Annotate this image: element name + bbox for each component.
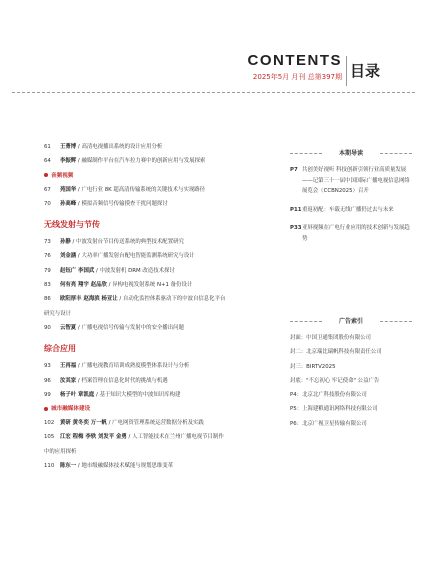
- article-title: 广电网资管理系统运营数据分析及实践: [112, 420, 204, 427]
- authors: 黄研 黄冬奕 万一帆: [60, 420, 107, 427]
- article-title: 自动化监控体系驱动下的中波自信息化平台: [122, 296, 226, 303]
- toc-entry[interactable]: 96 汝其家 / 档案管理在信息化时代的挑战与机遇: [44, 374, 280, 388]
- article-title: 中波发射台节目传送系统的典型技术配置研究: [76, 239, 184, 246]
- guide-item[interactable]: [290, 223, 412, 244]
- page-number: 102: [44, 420, 55, 427]
- page-number: 99: [44, 391, 51, 398]
- toc-entry[interactable]: 61 王菁博 / 高清电视播出系统的设计应用分析: [44, 140, 280, 154]
- article-title: 模拟音频信号传输摸查干扰问题探讨: [81, 200, 168, 207]
- toc-entry[interactable]: 105 江宏 程梅 李轶 刘发平 金勇 / 人工智能技术在兰州广播电视节目制作 中的应用探析: [44, 430, 280, 459]
- page-number: 76: [44, 253, 51, 260]
- article-title: 地市级融媒体技术赋能与规划思维变革: [81, 463, 174, 470]
- article-title: 异构电视发射系统 N+1 备份设计: [112, 282, 193, 289]
- toc-entry[interactable]: 67 苑国华 / 广电行业 8K 超高清传输系统的关键技术与实现路径: [44, 183, 280, 197]
- toc-entry[interactable]: 76 刘金涵 / 大功率广播发射台配电智能监测系统研究与设计: [44, 249, 280, 263]
- ad-item: P6：北京广视卫星传输有限公司: [290, 420, 367, 427]
- bullet-dot-icon: [44, 173, 48, 177]
- guide-page: P33: [290, 225, 302, 232]
- section-heading: 无线发射与节传: [44, 220, 100, 230]
- toc-entry[interactable]: 93 王再福 / 广播电视教育培训成熟度模型体系设计与分析: [44, 359, 280, 373]
- guide-text: 亚屏视频在广电行业应用的技术创新与发展趋势: [302, 225, 410, 242]
- section-heading: 综合应用: [44, 344, 76, 354]
- ad-index: [290, 316, 412, 431]
- article-title: 档案管理在信息化时代的挑战与机遇: [81, 377, 168, 384]
- article-title: 中波发射机 DRM 改造技术探讨: [99, 267, 175, 274]
- page-number: 96: [44, 377, 51, 384]
- page-number: 61: [44, 144, 51, 150]
- authors: 刘金涵: [60, 253, 77, 260]
- article-title: 基于知识大模型的中波知识库构建: [99, 391, 181, 398]
- page-number: 86: [44, 296, 51, 303]
- authors: 杨子叶 章凯庭: [60, 391, 95, 398]
- ad-item: 封三：BIRTV2025: [290, 363, 336, 370]
- guide-column: [290, 148, 412, 245]
- article-title: 融媒制作平台在汽车拉力赛中的创新应用与发展探索: [81, 158, 206, 165]
- header-rule: [12, 92, 415, 93]
- toc-entry[interactable]: 79 赵钰广 李国武 / 中波发射机 DRM 改造技术探讨: [44, 264, 280, 278]
- authors: 汝其家: [60, 377, 77, 384]
- authors: 何有亮 翔宇 赵品欣: [60, 282, 107, 289]
- authors: 王再福: [60, 363, 77, 370]
- page-number: 110: [44, 463, 55, 470]
- page-number: 79: [44, 267, 51, 274]
- authors: 李振辉: [60, 158, 77, 165]
- subsection-heading: 城市融媒体建设: [44, 403, 280, 416]
- guide-item[interactable]: [290, 165, 412, 197]
- ad-item: 封二：北京瑞比瑞帆科技有限责任公司: [290, 349, 382, 356]
- authors: 欧阳厚丰 赵海滨 杨亚让: [60, 296, 118, 303]
- page-number: 67: [44, 186, 51, 193]
- toc-entry[interactable]: 99 杨子叶 章凯庭 / 基于知识大模型的中波知识库构建: [44, 388, 280, 402]
- authors: 赵钰广 李国武: [60, 267, 95, 274]
- issue-info: 2025年5月 月刊 总第397期: [252, 73, 342, 81]
- page-number: 105: [44, 434, 55, 441]
- toc-entry[interactable]: 83 何有亮 翔宇 赵品欣 / 异构电视发射系统 N+1 备份设计: [44, 278, 280, 292]
- toc-entry[interactable]: 102 黄研 黄冬奕 万一帆 / 广电网资管理系统运营数据分析及实践: [44, 416, 280, 430]
- contents-cn-title: 目录: [350, 62, 381, 80]
- page-number: 70: [44, 200, 51, 207]
- header-divider: [346, 56, 347, 86]
- article-title-continued: 中的应用探析: [44, 448, 77, 455]
- ad-item: 封底："不忘初心 牢记使命" 公益广告: [290, 377, 380, 384]
- page-number: 93: [44, 363, 51, 370]
- page-number: 73: [44, 239, 51, 246]
- guide-heading: 本期导读: [290, 148, 412, 157]
- guide-page: P11: [290, 206, 302, 213]
- ads-heading: 广告索引: [290, 316, 412, 325]
- page-number: 83: [44, 282, 51, 289]
- authors: 王菁博: [60, 144, 77, 150]
- article-title: 大功率广播发射台配电智能监测系统研究与设计: [81, 253, 195, 260]
- toc-entry[interactable]: 73 孙静 / 中波发射台节目传送系统的典型技术配置研究: [44, 235, 280, 249]
- contents-title: CONTENTS: [247, 52, 342, 69]
- authors: 江宏 程梅 李轶 刘发平 金勇: [60, 434, 127, 441]
- ad-item: 封面：中国卫通集团股份有限公司: [290, 335, 371, 341]
- guide-text: 共创美好视听 科技创新引领行业高质量发展——记第三十一届中国国际广播电视信息网络展览会（CCBN2025）召开: [302, 167, 410, 195]
- toc-group-1: [44, 140, 280, 169]
- article-title: 高清电视播出系统的设计应用分析: [81, 144, 163, 150]
- toc-entry[interactable]: 90 云智夏 / 广播电视信号传输与发射中的安全播出问题: [44, 321, 280, 335]
- article-title-continued: 研究与设计: [44, 310, 71, 317]
- article-title: 广电行业 8K 超高清传输系统的关键技术与实现路径: [81, 186, 206, 193]
- guide-text: 重返初配：车载无线广播仍过去与未来: [302, 206, 394, 213]
- page-number: 90: [44, 324, 51, 331]
- guide-item[interactable]: [290, 205, 412, 216]
- article-title: 广播电视信号传输与发射中的安全播出问题: [81, 324, 184, 331]
- toc-entry[interactable]: 70 孙高峰 / 模拟音频信号传输摸查干扰问题探讨: [44, 197, 280, 211]
- toc-entry[interactable]: 86 欧阳厚丰 赵海滨 杨亚让 / 自动化监控体系驱动下的中波自信息化平台 研究与设计: [44, 292, 280, 321]
- authors: 云智夏: [60, 324, 77, 331]
- authors: 苑国华: [60, 186, 77, 193]
- ad-item: P5：上海建粮通讯网络科技有限公司: [290, 406, 378, 413]
- authors: 孙静: [60, 239, 71, 246]
- article-title: 人工智能技术在兰州广播电视节目制作: [132, 434, 224, 441]
- ad-item: P4：北京北广科技股份有限公司: [290, 392, 367, 399]
- toc-entry[interactable]: 64 李振辉 / 融媒制作平台在汽车拉力赛中的创新应用与发展探索: [44, 154, 280, 168]
- guide-page: P7: [290, 167, 298, 173]
- toc-entry[interactable]: 110 陈东一 / 地市级融媒体技术赋能与规划思维变革: [44, 459, 280, 473]
- bullet-dot-icon: [44, 407, 48, 411]
- article-title: 广播电视教育培训成熟度模型体系设计与分析: [81, 363, 190, 370]
- authors: 孙高峰: [60, 200, 77, 207]
- authors: 陈东一: [60, 463, 77, 470]
- page-number: 64: [44, 158, 51, 165]
- subsection-heading: 音频视频: [44, 170, 280, 183]
- toc-left-column: [44, 140, 280, 473]
